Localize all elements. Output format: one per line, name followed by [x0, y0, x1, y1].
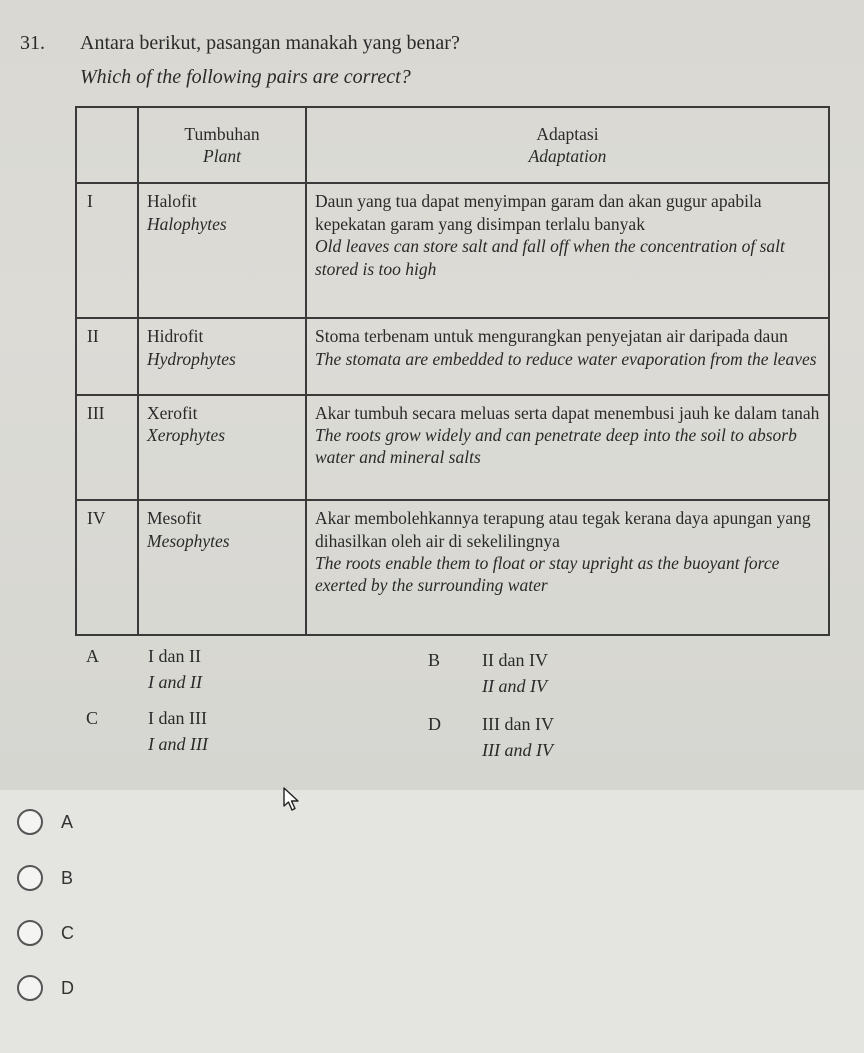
question-text-ms: Antara berikut, pasangan manakah yang benar? [80, 32, 460, 54]
adapt-en: The roots enable them to float or stay upright as the buoyant force exerted by the surrounding water [315, 553, 780, 596]
printed-option-ms: I dan III [148, 708, 207, 728]
row-plant [138, 500, 306, 635]
radio-button[interactable] [17, 809, 43, 835]
plant-en: Hydrophytes [147, 348, 236, 369]
plant-ms: Xerofit [147, 402, 198, 423]
row-adapt [306, 318, 829, 394]
adapt-ms: Stoma terbenam untuk mengurangkan penyejatan air daripada daun [315, 326, 788, 347]
row-num: I [76, 183, 138, 318]
printed-option-letter: B [428, 650, 441, 670]
row-adapt [306, 183, 829, 318]
header-adapt-cell [306, 107, 829, 183]
row-num: IV [76, 500, 138, 635]
mouse-pointer-icon [282, 786, 304, 814]
table-header-row [76, 107, 829, 183]
radio-label: D [61, 977, 74, 998]
radio-button[interactable] [17, 865, 43, 891]
adapt-en: The roots grow widely and can penetrate deep into the soil to absorb water and mineral salts [315, 425, 797, 468]
printed-option-ms: I dan II [148, 646, 201, 666]
row-plant [138, 318, 306, 394]
table-row [76, 183, 829, 318]
row-adapt [306, 500, 829, 635]
row-adapt [306, 395, 829, 501]
header-plant-en: Plant [203, 146, 241, 167]
radio-choice-b[interactable] [17, 865, 73, 891]
adaptation-table [75, 106, 830, 636]
question-number: 31. [20, 32, 45, 54]
adapt-en: The stomata are embedded to reduce water evaporation from the leaves [315, 348, 817, 369]
printed-option-letter: C [86, 708, 99, 728]
adapt-ms: Akar tumbuh secara meluas serta dapat menembusi jauh ke dalam tanah [315, 402, 820, 423]
radio-choice-c[interactable] [17, 920, 74, 946]
printed-option-en: I and II [148, 672, 202, 692]
radio-label: B [61, 867, 74, 888]
adapt-en: Old leaves can store salt and fall off when the concentration of salt stored is too high [315, 236, 785, 279]
row-plant [138, 183, 306, 318]
header-plant-cell [138, 107, 306, 183]
question-text-en: Which of the following pairs are correct? [80, 66, 411, 88]
plant-ms: Hidrofit [147, 326, 204, 347]
plant-en: Xerophytes [147, 425, 226, 446]
radio-label: C [61, 922, 74, 943]
radio-label: A [61, 811, 74, 832]
row-plant [138, 395, 306, 501]
table-row [76, 500, 829, 635]
radio-button[interactable] [17, 920, 43, 946]
adapt-ms: Akar membolehkannya terapung atau tegak kerana daya apungan yang dihasilkan oleh air di sekelilingnya [315, 508, 811, 551]
table-row [76, 395, 829, 501]
plant-en: Mesophytes [147, 530, 230, 551]
row-num: III [76, 395, 138, 501]
printed-option-en: II and IV [482, 676, 547, 696]
header-adapt-ms: Adaptasi [536, 123, 599, 144]
plant-ms: Mesofit [147, 508, 202, 529]
row-num: II [76, 318, 138, 394]
printed-option-letter: D [428, 714, 441, 734]
radio-choice-d[interactable] [17, 975, 74, 1001]
header-adapt-en: Adaptation [528, 146, 607, 167]
table-row [76, 318, 829, 394]
header-num-cell [76, 107, 138, 183]
plant-ms: Halofit [147, 191, 197, 212]
plant-en: Halophytes [147, 213, 227, 234]
printed-option-letter: A [86, 646, 99, 666]
printed-option-en: I and III [148, 734, 208, 754]
radio-button[interactable] [17, 975, 43, 1001]
printed-option-ms: II dan IV [482, 650, 548, 670]
radio-choice-a[interactable] [17, 809, 73, 835]
header-plant-ms: Tumbuhan [184, 123, 260, 144]
printed-option-ms: III dan IV [482, 714, 554, 734]
printed-option-en: III and IV [482, 740, 553, 760]
adapt-ms: Daun yang tua dapat menyimpan garam dan akan gugur apabila kepekatan garam yang disimpan terlalu banyak [315, 191, 762, 234]
